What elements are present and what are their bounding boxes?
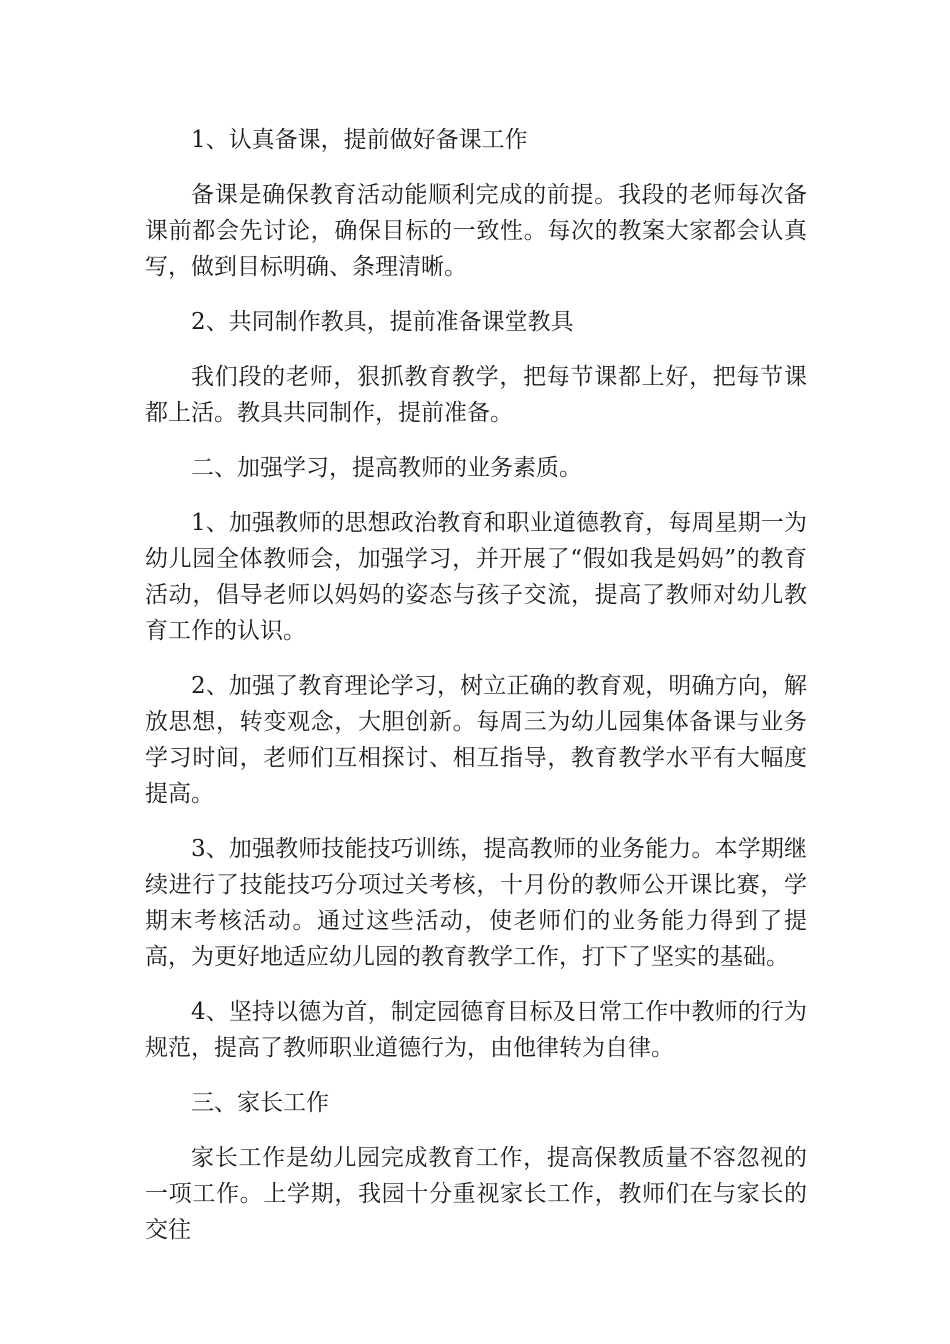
paragraph-lesson-preparation: 备课是确保教育活动能顺利完成的前提。我段的老师每次备课前都会先讨论，确保目标的一致性。每次的教案大家都会认真写，做到目标明确、条理清晰。 — [145, 182, 807, 280]
paragraph-ethics-education: 1、加强教师的思想政治教育和职业道德教育，每周星期一为幼儿园全体教师会，加强学习，并开展了“假如我是妈妈”的教育活动，倡导老师以妈妈的姿态与孩子交流，提高了教师对幼儿教育工作的认识。 — [145, 510, 807, 644]
paragraph-theory-study: 2、加强了教育理论学习，树立正确的教育观，明确方向，解放思想，转变观念，大胆创新。每周三为幼儿园集体备课与业务学习时间，老师们互相探讨、相互指导，教育教学水平有大幅度提高。 — [145, 673, 807, 807]
heading-prepare-lessons: 1、认真备课，提前做好备课工作 — [191, 127, 528, 153]
section-heading-parents: 三、家长工作 — [191, 1090, 329, 1116]
paragraph-skills-training: 3、加强教师技能技巧训练，提高教师的业务能力。本学期继续进行了技能技巧分项过关考核，十月份的教师公开课比赛，学期末考核活动。通过这些活动，使老师们的业务能力得到了提高，为更好地适应幼儿园的教育教学工作，打下了坚实的基础。 — [145, 836, 807, 970]
paragraph-teaching-aids: 我们段的老师，狠抓教育教学，把每节课都上好，把每节课都上活。教具共同制作，提前准备。 — [145, 364, 807, 426]
heading-teaching-aids: 2、共同制作教具，提前准备课堂教具 — [191, 309, 574, 335]
document-body — [145, 122, 807, 1267]
paragraph-parent-work: 家长工作是幼儿园完成教育工作，提高保教质量不容忽视的一项工作。上学期，我园十分重视家长工作，教师们在与家长的交往 — [145, 1145, 807, 1243]
section-heading-study: 二、加强学习，提高教师的业务素质。 — [191, 455, 582, 481]
paragraph-moral-standards: 4、坚持以德为首，制定园德育目标及日常工作中教师的行为规范，提高了教师职业道德行为，由他律转为自律。 — [145, 999, 807, 1061]
